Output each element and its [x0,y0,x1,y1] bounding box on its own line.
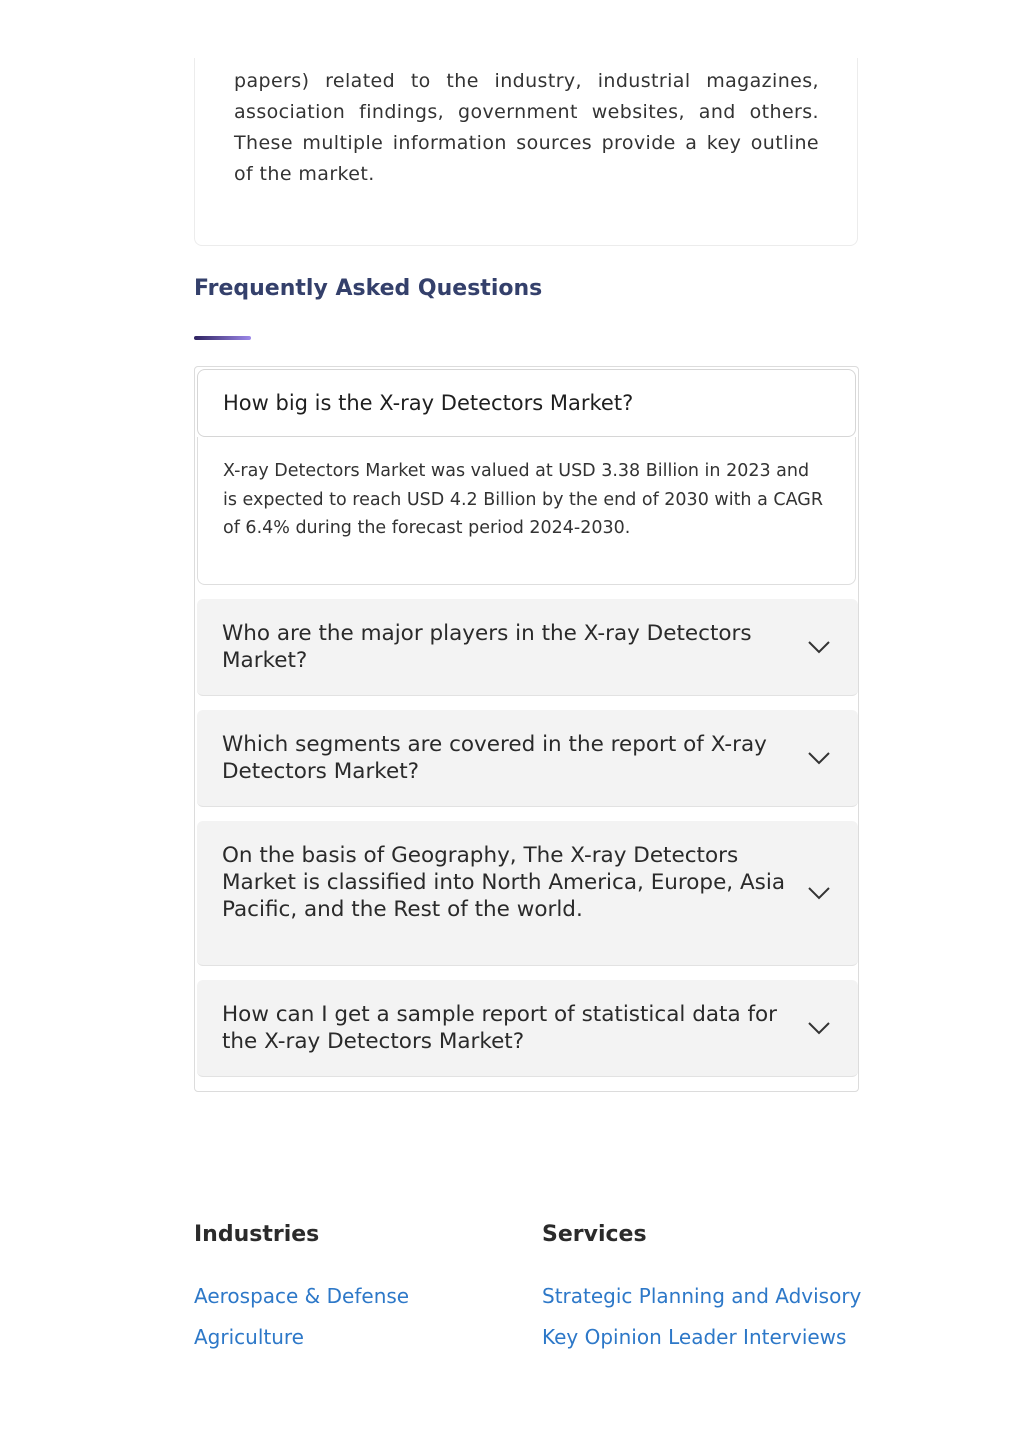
chevron-down-icon[interactable] [807,886,831,900]
footer-industries-heading: Industries [194,1222,320,1247]
faq-question-open[interactable] [197,369,856,437]
methodology-text: papers) related to the industry, industrial magazines, association findings, government websites, and others. These multiple information sources provide a key outline of the market. [234,70,819,185]
faq-title: Frequently Asked Questions [194,276,543,301]
faq-question[interactable] [197,710,858,807]
faq-question-text: How can I get a sample report of statistical data for the X-ray Detectors Market? [222,1002,778,1054]
footer-link-kol-interviews[interactable]: Key Opinion Leader Interviews [542,1325,847,1349]
faq-question[interactable] [197,599,858,696]
chevron-down-icon[interactable] [807,751,831,765]
faq-title-underline [194,336,251,340]
faq-accordion [194,366,859,1092]
faq-question-text: Which segments are covered in the report of X-ray Detectors Market? [222,732,767,784]
footer-link-agriculture[interactable]: Agriculture [194,1325,304,1349]
chevron-down-icon[interactable] [807,640,831,654]
methodology-card [194,58,858,246]
faq-question-text: Who are the major players in the X-ray Detectors Market? [222,621,752,673]
footer-services-heading: Services [542,1222,647,1247]
chevron-down-icon[interactable] [807,1021,831,1035]
footer-link-strategic-planning[interactable]: Strategic Planning and Advisory [542,1284,862,1308]
faq-answer-text: X-ray Detectors Market was valued at USD 3.38 Billion in 2023 and is expected to reach USD 4.2 Billion by the end of 2030 with a CAGR of 6.4% during the forecast period 2024-2030. [223,461,823,538]
faq-question[interactable] [197,980,858,1077]
faq-question-text: How big is the X-ray Detectors Market? [223,391,634,415]
faq-answer [197,437,856,585]
faq-question[interactable] [197,821,858,966]
footer-link-aerospace-defense[interactable]: Aerospace & Defense [194,1284,410,1308]
faq-question-text: On the basis of Geography, The X-ray Detectors Market is classified into North America, Europe, Asia Pacific, and the Rest of the world. [222,843,786,922]
